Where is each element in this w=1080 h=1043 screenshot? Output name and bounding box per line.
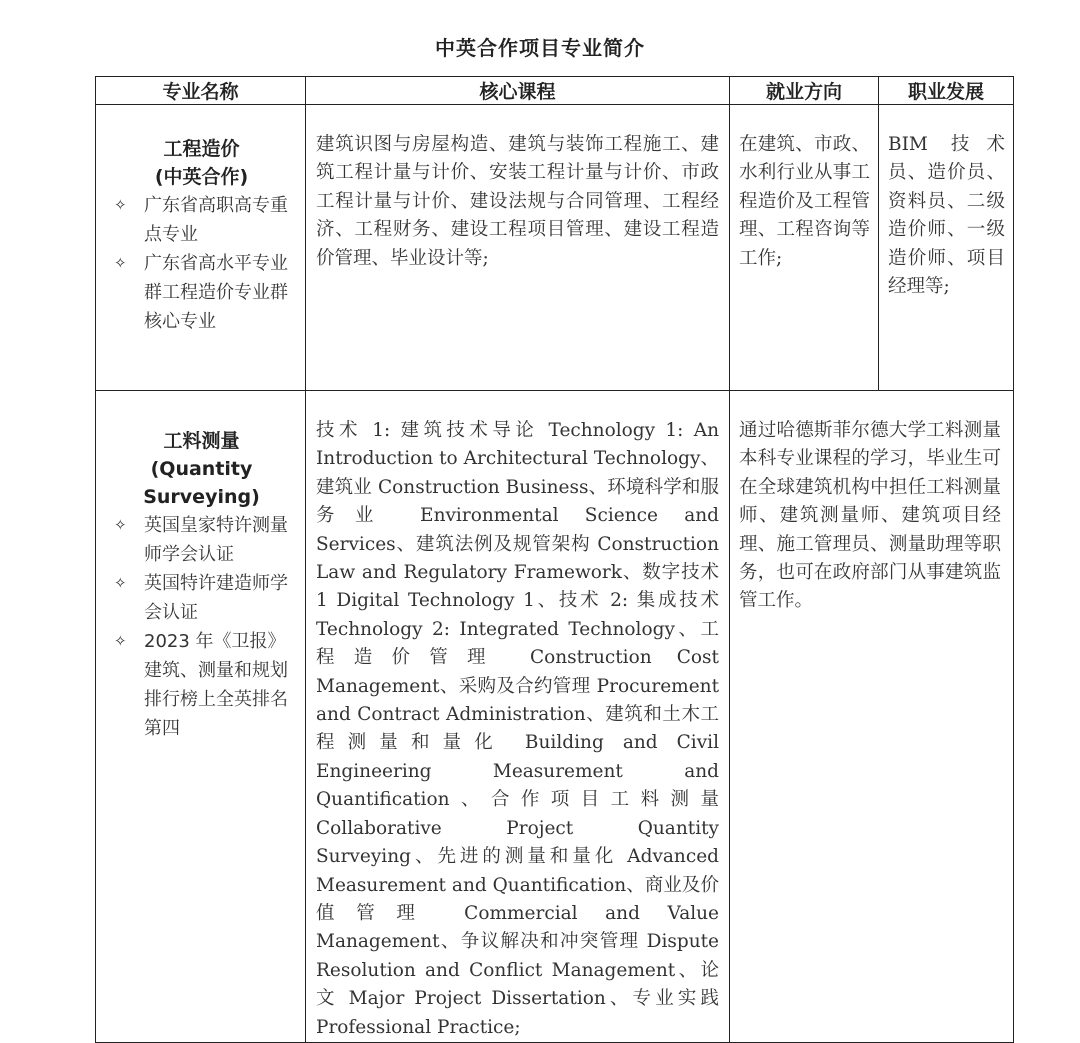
list-item [106, 249, 297, 336]
header-major-name: 专业名称 [96, 77, 306, 105]
table-header-row [96, 77, 1014, 105]
diamond-bullet-icon: ✧ [114, 196, 127, 214]
table-row [96, 391, 1014, 1043]
header-employment: 就业方向 [730, 77, 879, 105]
feature-text: 英国皇家特许测量师学会认证 [144, 515, 288, 565]
career-cell: BIM 技术员、造价员、资料员、二级造价师、一级造价师、项目经理等; [879, 105, 1014, 391]
major-subtitle: (Quantity Surveying) [143, 458, 260, 508]
list-item [106, 191, 297, 249]
feature-text: 广东省高水平专业群工程造价专业群核心专业 [144, 253, 288, 332]
diamond-bullet-icon: ✧ [114, 516, 127, 534]
table-row [96, 105, 1014, 391]
core-courses-cell: 建筑识图与房屋构造、建筑与装饰工程施工、建筑工程计量与计价、安装工程计量与计价、市政工程计量与计价、建设法规与合同管理、工程经济、工程财务、建设工程项目管理、建设工程造价管理、毕业设计等; [306, 105, 730, 391]
major-cell [96, 105, 306, 391]
major-title: 工程造价 [163, 138, 240, 160]
program-intro-table [95, 76, 1014, 1043]
document-title: 中英合作项目专业简介 [435, 36, 645, 60]
list-item [106, 569, 297, 627]
major-cell [96, 391, 306, 1043]
feature-list [106, 511, 297, 743]
feature-text: 2023 年《卫报》建筑、测量和规划排行榜上全英排名第四 [144, 631, 288, 739]
diamond-bullet-icon: ✧ [114, 574, 127, 592]
feature-text: 英国特许建造师学会认证 [144, 573, 288, 623]
diamond-bullet-icon: ✧ [114, 254, 127, 272]
feature-text: 广东省高职高专重点专业 [144, 195, 288, 245]
list-item [106, 511, 297, 569]
header-career: 职业发展 [879, 77, 1014, 105]
header-core-courses: 核心课程 [306, 77, 730, 105]
core-courses-cell: 技术 1: 建筑技术导论 Technology 1: An Introduction to Architectural Technology、建筑业 Construction Business、环境科学和服务业 Environmental Science and Services、建筑法例及规管架构 Construction Law and Regulatory Framework、数字技术 1 Digital Technology 1、技术 2: 集成技术 Technology 2: Integrated Technology、工程造价管理 Construction Cost Management、采购及合约管理 Procurement and Contract Administration、建筑和土木工程测量和量化 Building and Civil Engineering Measurement and Quantification、合作项目工料测量 Collaborative Project Quantity Surveying、先进的测量和量化 Advanced Measurement and Quantification、商业及价值管理 Commercial and Value Management、争议解决和冲突管理 Dispute Resolution and Conflict Management、论文 Major Project Dissertation、专业实践 Professional Practice; [306, 391, 730, 1043]
list-item [106, 627, 297, 743]
diamond-bullet-icon: ✧ [114, 632, 127, 650]
employment-cell: 在建筑、市政、水利行业从事工程造价及工程管理、工程咨询等工作; [730, 105, 879, 391]
feature-list [106, 191, 297, 336]
major-title: 工料测量 [163, 430, 240, 452]
major-subtitle: (中英合作) [154, 166, 249, 188]
employment-career-cell: 通过哈德斯菲尔德大学工料测量本科专业课程的学习，毕业生可在全球建筑机构中担任工料测量师、建筑测量师、建筑项目经理、施工管理员、测量助理等职务，也可在政府部门从事建筑监管工作。 [730, 391, 1014, 1043]
